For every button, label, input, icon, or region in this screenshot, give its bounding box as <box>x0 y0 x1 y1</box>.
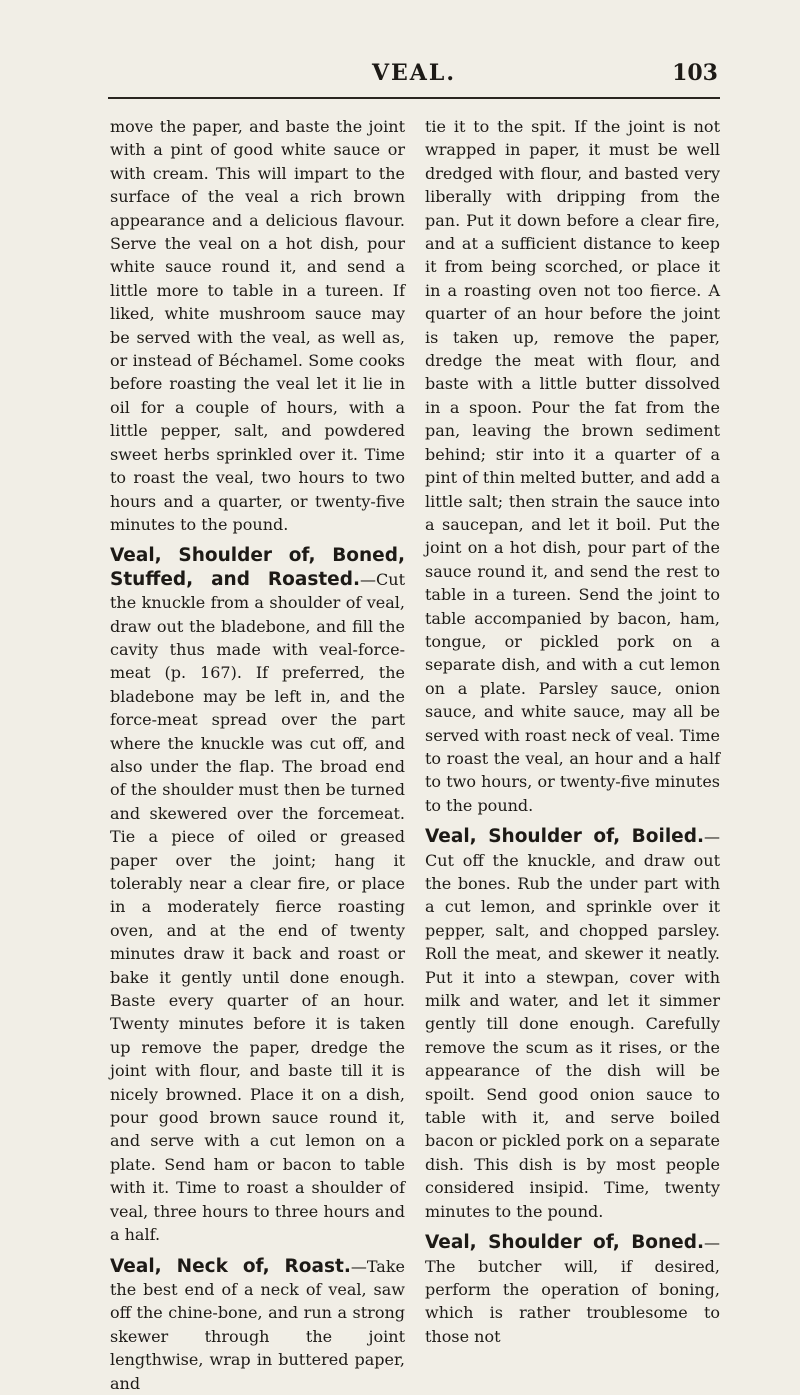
recipe-neck-roast <box>110 1255 405 1395</box>
recipe-shoulder-boiled <box>425 825 720 1223</box>
page-header <box>110 60 718 90</box>
running-head: VEAL. <box>371 60 457 86</box>
recipe-text: —Cut off the knuckle, and draw out the bones. Rub the under part with a cut lemon, and sprinkle over it pepper, salt, and chopped parsley. Roll the meat, and skewer it neatly. Put it into a stewpan, cover with milk and water, and let it simmer gently till done enough. Carefully remove the scum as it rises, or the appearance of the dish will be spoilt. Send good onion sauce to table with it, and serve boiled bacon or pickled pork on a separate dish. This dish is by most people considered insipid. Time, twenty minutes to the pound. <box>425 827 720 1221</box>
recipe-shoulder-boned <box>425 1231 720 1348</box>
recipe-heading: Veal, Neck of, Roast. <box>110 1255 351 1277</box>
left-column <box>110 115 405 1395</box>
header-rule <box>108 97 720 99</box>
recipe-heading: Veal, Shoulder of, Boiled. <box>425 826 704 848</box>
recipe-text: —Cut the knuckle from a shoulder of veal, draw out the bladebone, and fill the cavity thus made with veal-force-meat (p. 167). If preferred, the bladebone may be left in, and the force-meat spread over the part where the knuckle was cut off, and also under the flap. The broad end of the shoulder must then be turned and skewered over the forcemeat. Tie a piece of oiled or greased paper over the joint; hang it tolerably near a clear fire, or place in a moderately fierce roasting oven, and at the end of twenty minutes draw it back and roast or bake it gently until done enough. Baste every quarter of an hour. Twenty minutes before it is taken up remove the paper, dredge the joint with flour, and baste till it is nicely browned. Place it on a dish, pour good brown sauce round it, and serve with a cut lemon on a plate. Send ham or bacon to table with it. Time to roast a shoulder of veal, three hours to three hours and a half. <box>110 569 405 1245</box>
paragraph-roast-veal-continued <box>110 115 405 536</box>
paragraph-neck-roast-continued <box>425 115 720 817</box>
right-column <box>425 115 720 1348</box>
paragraph-text: move the paper, and baste the joint with a pint of good white sauce or with cream. This will impart to the surface of the veal a rich brown appearance and a delicious flavour. Serve the veal on a hot dish, pour white sauce round it, and send a little more to table in a tureen. If liked, white mushroom sauce may be served with the veal, as well as, or instead of Béchamel. Some cooks before roasting the veal let it lie in oil for a couple of hours, with a little pepper, salt, and powdered sweet herbs sprinkled over it. Time to roast the veal, two hours to two hours and a quarter, or twenty-five minutes to the pound. <box>110 117 405 534</box>
paragraph-text: tie it to the spit. If the joint is not wrapped in paper, it must be well dredged with flour, and basted very liberally with dripping from the pan. Put it down before a clear fire, and at a sufficient distance to keep it from being scorched, or place it in a roasting oven not too fierce. A quarter of an hour before the joint is taken up, remove the paper, dredge the meat with flour, and baste with a little butter dissolved in a spoon. Pour the fat from the pan, leaving the brown sediment behind; stir into it a quarter of a pint of thin melted butter, and add a little salt; then strain the sauce into a saucepan, and let it boil. Put the joint on a hot dish, pour part of the sauce round it, and send the rest to table in a tureen. Send the joint to table accompanied by bacon, ham, tongue, or pickled pork on a separate dish, and with a cut lemon on a plate. Parsley sauce, onion sauce, and white sauce, may all be served with roast neck of veal. Time to roast the veal, an hour and a half to two hours, or twenty-five minutes to the pound. <box>425 117 720 815</box>
page-number: 103 <box>672 60 718 86</box>
recipe-heading: Veal, Shoulder of, Boned, Stuffed, and Roasted. <box>110 545 405 590</box>
recipe-shoulder-boned-stuffed-roasted <box>110 544 405 1246</box>
recipe-heading: Veal, Shoulder of, Boned. <box>425 1232 704 1254</box>
recipe-text: —Take the best end of a neck of veal, saw off the chine-bone, and run a strong skewer through the joint lengthwise, wrap in buttered paper, and <box>110 1256 405 1393</box>
recipe-text: —The butcher will, if desired, perform the operation of boning, which is rather troublesome to those not <box>425 1233 720 1346</box>
